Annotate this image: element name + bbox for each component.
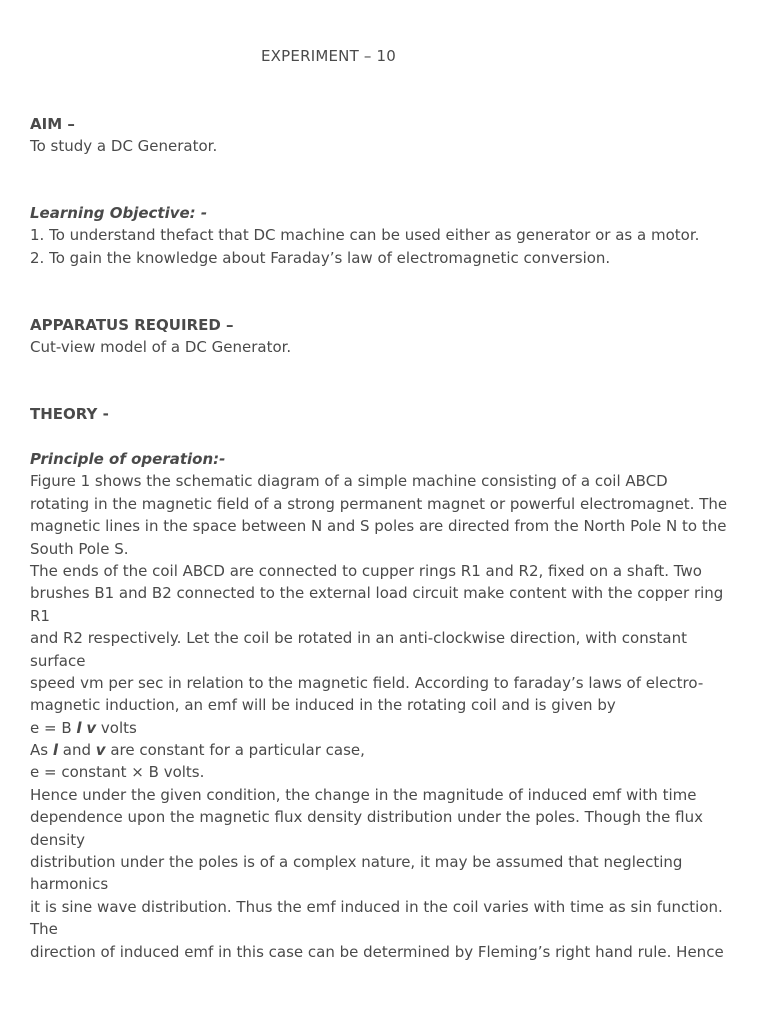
note-text: As (30, 741, 53, 760)
theory-line: speed vm per sec in relation to the magnetic field. According to faraday’s laws of electro- (30, 673, 704, 692)
theory-line: magnetic induction, an emf will be induced in the rotating coil and is given by (30, 696, 616, 715)
aim-heading: AIM – (30, 115, 75, 133)
theory-line: R1 (30, 606, 50, 625)
note-symbol-v: v (95, 741, 106, 760)
theory-heading-block (30, 403, 750, 425)
theory-line: dependence upon the magnetic flux density distribution under the poles. Though the flux (30, 808, 704, 827)
apparatus-text: Cut-view model of a DC Generator. (30, 338, 292, 357)
theory-line: rotating in the magnetic field of a strong permanent magnet or powerful electromagnet. The (30, 494, 728, 513)
formula-note (30, 739, 750, 761)
theory-line: and R2 respectively. Let the coil be rotated in an anti-clockwise direction, with constant (30, 629, 687, 648)
theory-line: South Pole S. (30, 539, 129, 558)
theory-line: direction of induced emf in this case can be determined by Fleming’s right hand rule. Hence (30, 942, 724, 961)
theory-line: it is sine wave distribution. Thus the emf induced in the coil varies with time as sin function. (30, 897, 723, 916)
theory-line: Hence under the given condition, the change in the magnitude of induced emf with time (30, 785, 697, 804)
theory-line: Figure 1 shows the schematic diagram of a simple machine consisting of a coil ABCD (30, 472, 668, 491)
objective-item: 2. To gain the knowledge about Faraday’s law of electromagnetic conversion. (30, 248, 611, 267)
theory-heading: THEORY - (30, 405, 109, 423)
theory-line: distribution under the poles is of a complex nature, it may be assumed that neglecting (30, 853, 683, 872)
emf-formula-constant: e = constant × B volts. (30, 763, 205, 782)
emf-formula (30, 717, 750, 739)
aim-section (30, 113, 750, 158)
theory-line: The ends of the coil ABCD are connected to cupper rings R1 and R2, fixed on a shaft. Two (30, 561, 702, 580)
principle-subheading: Principle of operation:- (30, 450, 226, 468)
apparatus-heading: APPARATUS REQUIRED – (30, 316, 234, 334)
theory-line: harmonics (30, 875, 109, 894)
theory-line: brushes B1 and B2 connected to the external load circuit make content with the copper ring (30, 584, 724, 603)
aim-text: To study a DC Generator. (30, 137, 218, 156)
formula-symbol-l: l (76, 718, 82, 737)
theory-line: magnetic lines in the space between N and S poles are directed from the North Pole N to the (30, 517, 727, 536)
objective-section (30, 202, 750, 269)
theory-section (30, 448, 750, 963)
formula-text: volts (96, 718, 137, 737)
theory-line: density (30, 830, 85, 849)
note-symbol-l: l (52, 741, 59, 760)
objective-item: 1. To understand thefact that DC machine can be used either as generator or as a motor. (30, 226, 700, 245)
note-text: are constant for a particular case, (105, 741, 365, 760)
formula-symbol-v: v (86, 718, 97, 737)
apparatus-section (30, 314, 750, 359)
theory-line: The (30, 920, 58, 939)
page-title: EXPERIMENT – 10 (261, 47, 397, 65)
formula-text: e = B (30, 718, 77, 737)
theory-line: surface (30, 651, 86, 670)
objective-heading: Learning Objective: - (30, 204, 208, 222)
note-text: and (58, 741, 96, 760)
